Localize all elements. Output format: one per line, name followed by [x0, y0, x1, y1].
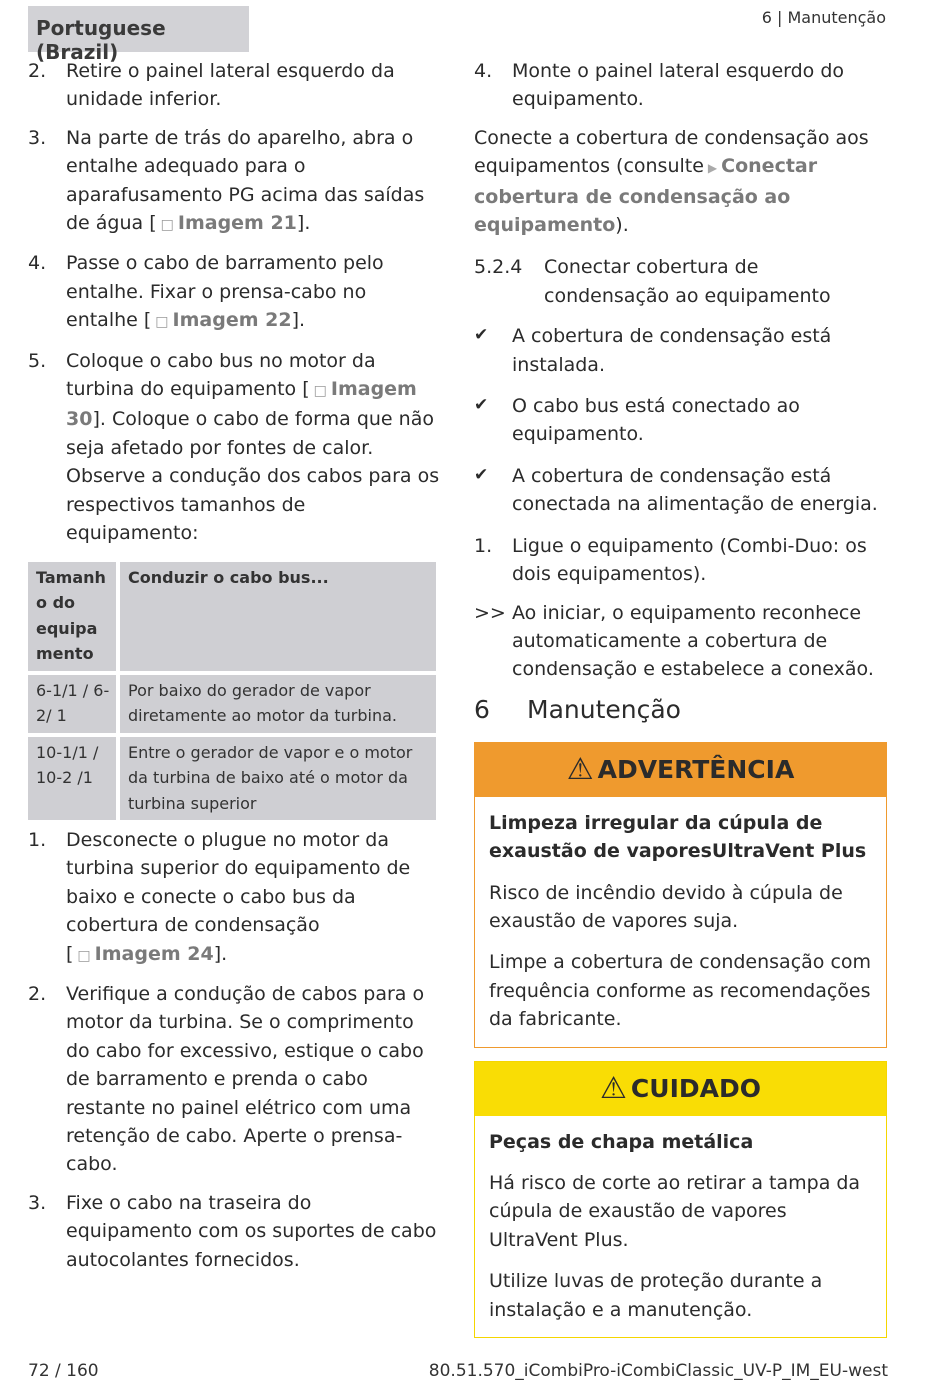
prerequisite-item [474, 462, 887, 519]
warning-risk: Risco de incêndio devido à cúpula de exaustão de vapores suja. [489, 881, 843, 932]
subsection-heading [474, 253, 887, 310]
step-text: Ligue o equipamento (Combi-Duo: os dois equipamentos). [512, 534, 867, 586]
step-item [28, 826, 440, 970]
step-number: 5. [28, 349, 47, 372]
caution-header [475, 1062, 886, 1116]
step-number: 3. [28, 126, 47, 149]
paragraph-text-after: ). [615, 214, 629, 237]
step-item [28, 57, 440, 114]
caution-body [475, 1116, 886, 1324]
step-text-after: ]. [291, 309, 306, 332]
step-number: 1. [28, 829, 47, 851]
chapter-heading [474, 694, 887, 726]
caution-notice [474, 1061, 887, 1338]
image-reference-link[interactable]: Imagem 21 [177, 212, 297, 235]
image-reference-link[interactable]: Imagem 22 [172, 309, 292, 332]
warning-notice [474, 742, 887, 1048]
image-ref-icon: □ [160, 217, 174, 234]
page-number: 72 / 160 [28, 1361, 99, 1381]
step-item [474, 57, 887, 114]
step-text: Retire o painel lateral esquerdo da unidade inferior. [66, 60, 395, 111]
chapter-title: Manutenção [527, 694, 681, 724]
document-id: 80.51.570_iCombiPro-iCombiClassic_UV-P_IM_EU-west [428, 1361, 888, 1381]
table-cell: 6-1/1 / 6-2/ 1 [28, 675, 116, 733]
step-text-after: ]. [296, 212, 311, 235]
table-header-cell: Conduzir o cabo bus... [120, 562, 436, 671]
result-item [474, 599, 887, 684]
warning-header [475, 743, 886, 797]
step-number: 2. [28, 60, 47, 82]
step-number: 1. [474, 534, 493, 557]
table-row [28, 737, 436, 821]
step-text: Coloque o cabo bus no motor da turbina do equipamento [ [66, 349, 376, 401]
checkmark-icon: ✔ [474, 464, 489, 485]
step-text: Desconecte o plugue no motor da turbina superior do equipamento de baixo e conecte o cabo bus da cobertura de condensação [ [66, 829, 411, 965]
section-header: 6 | Manutenção [761, 8, 886, 27]
paragraph-text: Conecte a cobertura de condensação aos equipamentos (consulte [474, 126, 869, 178]
image-reference-link[interactable]: Imagem 24 [94, 942, 214, 965]
subsection-number: 5.2.4 [474, 256, 523, 279]
table-cell: Por baixo do gerador de vapor diretamente ao motor da turbina. [120, 675, 436, 733]
step-text: Passe o cabo de barramento pelo entalhe. Fixar o prensa-cabo no entalhe [ [66, 252, 384, 332]
caution-label: CUIDADO [630, 1074, 761, 1104]
language-tab: Portuguese (Brazil) [28, 6, 249, 52]
step-item [474, 532, 887, 589]
table-cell: Entre o gerador de vapor e o motor da turbina de baixo até o motor da turbina superior [120, 737, 436, 821]
step-number: 4. [28, 252, 47, 275]
result-marker: >> [474, 601, 506, 624]
step-number: 2. [28, 983, 47, 1006]
step-number: 3. [28, 1191, 47, 1214]
image-ref-icon: □ [77, 947, 91, 964]
subsection-title: Conectar cobertura de condensação ao equipamento [544, 256, 831, 307]
left-column [28, 57, 440, 1284]
step-text-after: ]. [213, 942, 228, 965]
chevron-right-icon: ▶ [707, 161, 718, 176]
warning-label: ADVERTÊNCIA [597, 755, 795, 785]
warning-title: Limpeza irregular da cúpula de exaustão de vaporesUltraVent Plus [489, 811, 867, 863]
step-item [28, 980, 440, 1179]
warning-body [475, 797, 886, 1034]
prerequisite-text: O cabo bus está conectado ao equipamento. [512, 395, 800, 446]
prerequisite-item [474, 322, 887, 379]
bus-routing-table [24, 558, 440, 825]
step-text: Na parte de trás do aparelho, abra o entalhe adequado para o aparafusamento PG acima das saídas de água [ [66, 126, 425, 235]
step-item [28, 347, 440, 548]
step-text: Monte o painel lateral esquerdo do equipamento. [512, 60, 845, 111]
connect-paragraph [474, 124, 887, 240]
step-item [28, 124, 440, 240]
checkmark-icon: ✔ [474, 395, 489, 416]
prerequisite-text: A cobertura de condensação está instalada. [512, 325, 832, 376]
table-header-row [28, 562, 436, 671]
warning-triangle-icon: ⚠ [600, 1070, 627, 1106]
prerequisite-text: A cobertura de condensação está conectada na alimentação de energia. [512, 464, 878, 516]
caution-title: Peças de chapa metálica [489, 1130, 754, 1153]
image-ref-icon: □ [313, 383, 327, 400]
step-text: Fixe o cabo na traseira do equipamento com os suportes de cabo autocolantes fornecidos. [66, 1191, 437, 1271]
table-cell: 10-1/1 / 10-2 /1 [28, 737, 116, 821]
step-item [28, 249, 440, 336]
step-item [28, 1189, 440, 1274]
table-row [28, 675, 436, 733]
cross-reference-link[interactable]: Conectar cobertura de condensação ao equipamento [474, 155, 818, 237]
right-column [474, 57, 887, 1351]
prerequisite-item [474, 392, 887, 449]
caution-risk: Há risco de corte ao retirar a tampa da cúpula de exaustão de vapores UltraVent Plus. [489, 1171, 861, 1251]
table-header-cell: Tamanh o do equipa mento [28, 562, 116, 671]
step-number: 4. [474, 60, 493, 82]
warning-action: Limpe a cobertura de condensação com frequência conforme as recomendações da fabricante. [489, 951, 872, 1031]
caution-action: Utilize luvas de proteção durante a instalação e a manutenção. [489, 1270, 823, 1321]
checkmark-icon: ✔ [474, 325, 489, 346]
image-ref-icon: □ [155, 314, 169, 331]
step-text: Verifique a condução de cabos para o motor da turbina. Se o comprimento do cabo for excessivo, estique o cabo de barramento e prenda o cabo restante no painel elétrico com uma retenção de cabo. Aperte o prensa-cabo. [66, 983, 425, 1176]
warning-triangle-icon: ⚠ [566, 751, 594, 787]
result-text: Ao iniciar, o equipamento reconhece automaticamente a cobertura de condensação e estabelece a conexão. [512, 601, 874, 681]
image-reference-link[interactable]: Imagem 30 [66, 378, 417, 431]
step-text-after: ]. Coloque o cabo de forma que não seja afetado por fontes de calor. Observe a condução dos cabos para os respectivos tamanhos de equipamento: [66, 408, 440, 545]
chapter-number: 6 [474, 694, 490, 724]
